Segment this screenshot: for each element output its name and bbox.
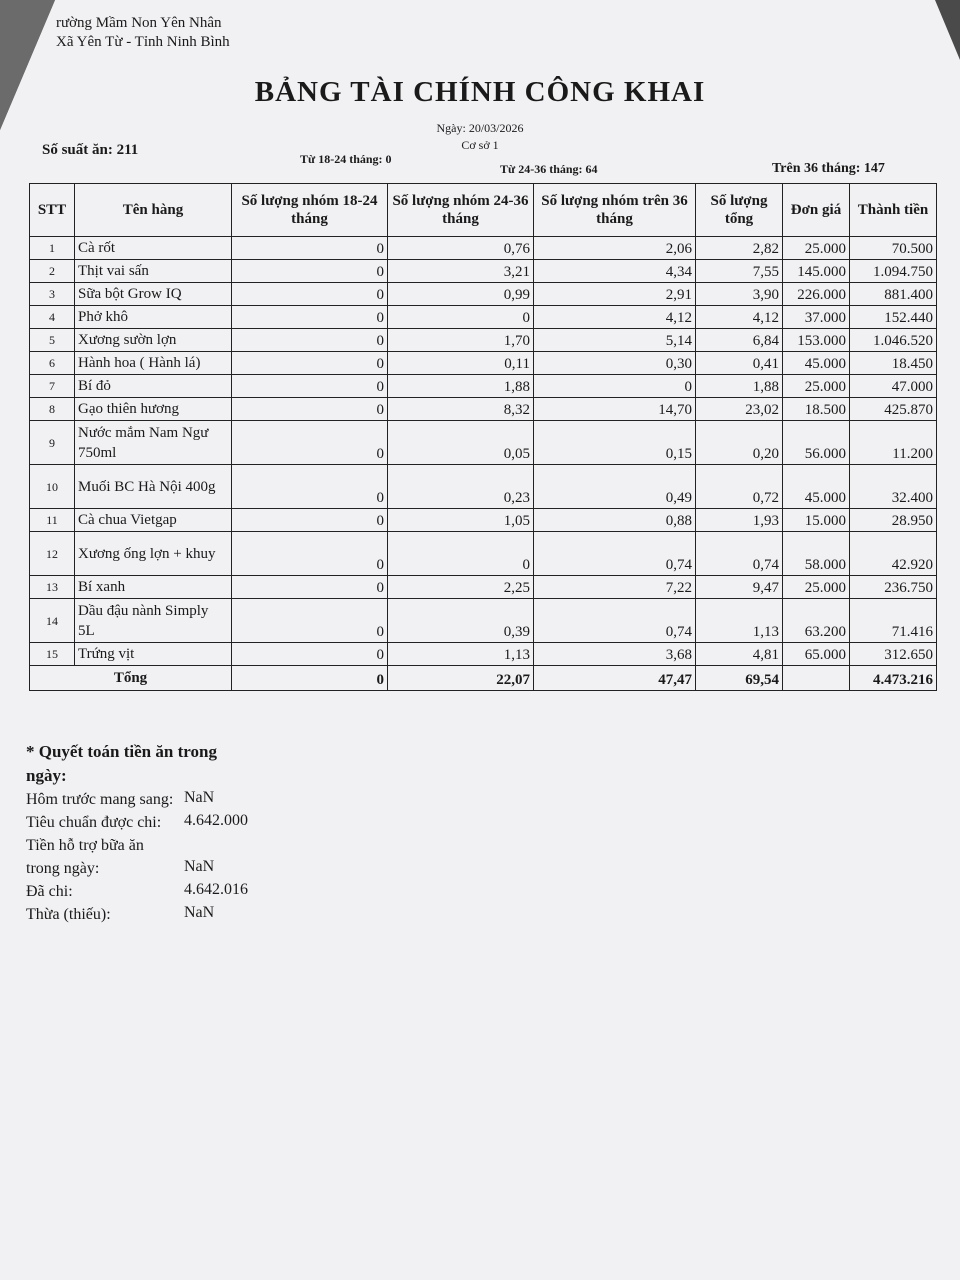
cell-stt: 8 (30, 398, 75, 421)
cell-g3: 4,12 (534, 306, 696, 329)
table-row (30, 283, 937, 306)
settlement-label: Thừa (thiếu): (26, 906, 111, 923)
cell-stt: 10 (30, 465, 75, 509)
cell-stt: 5 (30, 329, 75, 352)
cell-unit-price: 65.000 (783, 643, 850, 666)
table-row (30, 375, 937, 398)
cell-stt: 9 (30, 421, 75, 465)
cell-g1: 0 (232, 352, 388, 375)
cell-total-qty: 1,88 (696, 375, 783, 398)
cell-g3: 0 (534, 375, 696, 398)
total-amount: 4.473.216 (850, 666, 937, 691)
settlement-label: Tiền hỗ trợ bữa ăn trong ngày: (26, 837, 144, 877)
cell-g1: 0 (232, 398, 388, 421)
cell-g3: 0,49 (534, 465, 696, 509)
cell-g1: 0 (232, 643, 388, 666)
table-row (30, 329, 937, 352)
header-stt: STT (30, 184, 75, 237)
settlement-row (26, 811, 256, 834)
settlement-value: 4.642.016 (184, 881, 248, 898)
settlement-row (26, 788, 256, 811)
header-total-qty: Số lượng tổng (696, 184, 783, 237)
cell-g2: 0 (388, 532, 534, 576)
cell-amount: 71.416 (850, 599, 937, 643)
cell-name: Trứng vịt (75, 643, 232, 666)
cell-name: Bí xanh (75, 576, 232, 599)
cell-g3: 2,06 (534, 237, 696, 260)
cell-g1: 0 (232, 599, 388, 643)
cell-amount: 425.870 (850, 398, 937, 421)
settlement-row (26, 880, 256, 903)
settlement-title: * Quyết toán tiền ăn trong ngày: (26, 742, 217, 785)
cell-stt: 14 (30, 599, 75, 643)
cell-amount: 881.400 (850, 283, 937, 306)
cell-amount: 152.440 (850, 306, 937, 329)
settlement-items (26, 788, 256, 926)
cell-g2: 1,88 (388, 375, 534, 398)
cell-amount: 1.094.750 (850, 260, 937, 283)
header-name: Tên hàng (75, 184, 232, 237)
cell-g2: 1,13 (388, 643, 534, 666)
cell-amount: 32.400 (850, 465, 937, 509)
cell-unit-price: 25.000 (783, 576, 850, 599)
header-g3: Số lượng nhóm trên 36 tháng (534, 184, 696, 237)
cell-stt: 13 (30, 576, 75, 599)
cell-name: Phở khô (75, 306, 232, 329)
cell-unit-price: 226.000 (783, 283, 850, 306)
cell-name: Xương sườn lợn (75, 329, 232, 352)
finance-table (29, 183, 937, 691)
cell-g1: 0 (232, 237, 388, 260)
meal-count-18-24: Từ 18-24 tháng: 0 (300, 152, 392, 166)
cell-g3: 4,34 (534, 260, 696, 283)
cell-stt: 3 (30, 283, 75, 306)
settlement-section (26, 740, 256, 926)
report-site: Cơ sở 1 (461, 138, 499, 152)
cell-stt: 6 (30, 352, 75, 375)
cell-g3: 5,14 (534, 329, 696, 352)
cell-total-qty: 1,93 (696, 509, 783, 532)
cell-g3: 0,74 (534, 532, 696, 576)
cell-name: Bí đỏ (75, 375, 232, 398)
settlement-value: NaN (184, 904, 215, 921)
total-price-empty (783, 666, 850, 691)
table-row (30, 306, 937, 329)
cell-stt: 4 (30, 306, 75, 329)
settlement-value: NaN (184, 858, 215, 875)
cell-unit-price: 58.000 (783, 532, 850, 576)
cell-total-qty: 0,41 (696, 352, 783, 375)
header-amount: Thành tiền (850, 184, 937, 237)
cell-g1: 0 (232, 576, 388, 599)
cell-amount: 18.450 (850, 352, 937, 375)
settlement-label: Tiêu chuẩn được chi: (26, 814, 162, 831)
cell-name: Nước mắm Nam Ngư 750ml (75, 421, 232, 465)
cell-g3: 0,30 (534, 352, 696, 375)
cell-g2: 0,11 (388, 352, 534, 375)
cell-name: Xương ống lợn + khuy (75, 532, 232, 576)
cell-g1: 0 (232, 375, 388, 398)
table-row (30, 599, 937, 643)
cell-unit-price: 15.000 (783, 509, 850, 532)
cell-total-qty: 23,02 (696, 398, 783, 421)
cell-stt: 15 (30, 643, 75, 666)
cell-g2: 2,25 (388, 576, 534, 599)
cell-amount: 236.750 (850, 576, 937, 599)
table-row (30, 509, 937, 532)
cell-unit-price: 45.000 (783, 465, 850, 509)
cell-g3: 2,91 (534, 283, 696, 306)
table-row (30, 237, 937, 260)
cell-g2: 1,70 (388, 329, 534, 352)
cell-g2: 0,76 (388, 237, 534, 260)
table-row (30, 352, 937, 375)
cell-g3: 0,88 (534, 509, 696, 532)
table-row (30, 532, 937, 576)
cell-name: Sữa bột Grow IQ (75, 283, 232, 306)
header-g1: Số lượng nhóm 18-24 tháng (232, 184, 388, 237)
cell-name: Gạo thiên hương (75, 398, 232, 421)
cell-name: Dầu đậu nành Simply 5L (75, 599, 232, 643)
header-unit-price: Đơn giá (783, 184, 850, 237)
cell-g1: 0 (232, 509, 388, 532)
cell-total-qty: 4,12 (696, 306, 783, 329)
table-total-row (30, 666, 937, 691)
table-header-row (30, 184, 937, 237)
cell-unit-price: 25.000 (783, 375, 850, 398)
cell-stt: 1 (30, 237, 75, 260)
settlement-label: Đã chi: (26, 883, 73, 900)
total-g2: 22,07 (388, 666, 534, 691)
cell-g1: 0 (232, 532, 388, 576)
cell-stt: 12 (30, 532, 75, 576)
cell-unit-price: 25.000 (783, 237, 850, 260)
cell-amount: 47.000 (850, 375, 937, 398)
table-row (30, 421, 937, 465)
meal-count-total: Số suất ăn: 211 (42, 142, 139, 158)
cell-unit-price: 63.200 (783, 599, 850, 643)
cell-name: Thịt vai sấn (75, 260, 232, 283)
cell-name: Hành hoa ( Hành lá) (75, 352, 232, 375)
cell-g1: 0 (232, 283, 388, 306)
cell-unit-price: 37.000 (783, 306, 850, 329)
cell-total-qty: 2,82 (696, 237, 783, 260)
settlement-label: Hôm trước mang sang: (26, 791, 174, 808)
cell-amount: 70.500 (850, 237, 937, 260)
total-qty: 69,54 (696, 666, 783, 691)
meal-count-24-36: Từ 24-36 tháng: 64 (500, 162, 598, 176)
cell-total-qty: 9,47 (696, 576, 783, 599)
settlement-value: NaN (184, 789, 215, 806)
cell-g3: 7,22 (534, 576, 696, 599)
cell-stt: 7 (30, 375, 75, 398)
school-address: Xã Yên Từ - Tỉnh Ninh Bình (56, 34, 230, 50)
table-row (30, 398, 937, 421)
cell-amount: 1.046.520 (850, 329, 937, 352)
school-header (56, 14, 230, 52)
table-row (30, 576, 937, 599)
cell-total-qty: 0,72 (696, 465, 783, 509)
cell-stt: 2 (30, 260, 75, 283)
cell-g3: 14,70 (534, 398, 696, 421)
cell-unit-price: 18.500 (783, 398, 850, 421)
cell-name: Muối BC Hà Nội 400g (75, 465, 232, 509)
table-row (30, 643, 937, 666)
cell-g2: 0,23 (388, 465, 534, 509)
table-row (30, 260, 937, 283)
cell-total-qty: 0,20 (696, 421, 783, 465)
cell-amount: 42.920 (850, 532, 937, 576)
cell-g1: 0 (232, 421, 388, 465)
cell-g2: 0,99 (388, 283, 534, 306)
cell-g2: 1,05 (388, 509, 534, 532)
settlement-row (26, 834, 256, 880)
cell-total-qty: 6,84 (696, 329, 783, 352)
page-title: BẢNG TÀI CHÍNH CÔNG KHAI (254, 76, 706, 108)
table-body (30, 237, 937, 666)
settlement-row (26, 903, 256, 926)
cell-total-qty: 0,74 (696, 532, 783, 576)
total-label: Tổng (30, 666, 232, 691)
cell-amount: 11.200 (850, 421, 937, 465)
cell-g3: 0,15 (534, 421, 696, 465)
cell-total-qty: 7,55 (696, 260, 783, 283)
header-g2: Số lượng nhóm 24-36 tháng (388, 184, 534, 237)
cell-g2: 0,39 (388, 599, 534, 643)
cell-total-qty: 3,90 (696, 283, 783, 306)
total-g1: 0 (232, 666, 388, 691)
table-row (30, 465, 937, 509)
cell-g1: 0 (232, 465, 388, 509)
cell-g2: 3,21 (388, 260, 534, 283)
cell-g2: 0,05 (388, 421, 534, 465)
cell-total-qty: 1,13 (696, 599, 783, 643)
cell-g2: 8,32 (388, 398, 534, 421)
cell-amount: 28.950 (850, 509, 937, 532)
cell-name: Cà rốt (75, 237, 232, 260)
cell-g3: 3,68 (534, 643, 696, 666)
cell-unit-price: 45.000 (783, 352, 850, 375)
cell-unit-price: 153.000 (783, 329, 850, 352)
cell-unit-price: 56.000 (783, 421, 850, 465)
cell-g1: 0 (232, 306, 388, 329)
cell-g1: 0 (232, 329, 388, 352)
total-g3: 47,47 (534, 666, 696, 691)
cell-stt: 11 (30, 509, 75, 532)
cell-g2: 0 (388, 306, 534, 329)
settlement-value: 4.642.000 (184, 812, 248, 829)
cell-total-qty: 4,81 (696, 643, 783, 666)
cell-amount: 312.650 (850, 643, 937, 666)
school-name: rường Mầm Non Yên Nhân (56, 15, 222, 31)
meal-count-over-36: Trên 36 tháng: 147 (772, 161, 885, 176)
cell-g3: 0,74 (534, 599, 696, 643)
cell-g1: 0 (232, 260, 388, 283)
cell-name: Cà chua Vietgap (75, 509, 232, 532)
report-date: Ngày: 20/03/2026 (436, 121, 524, 135)
cell-unit-price: 145.000 (783, 260, 850, 283)
